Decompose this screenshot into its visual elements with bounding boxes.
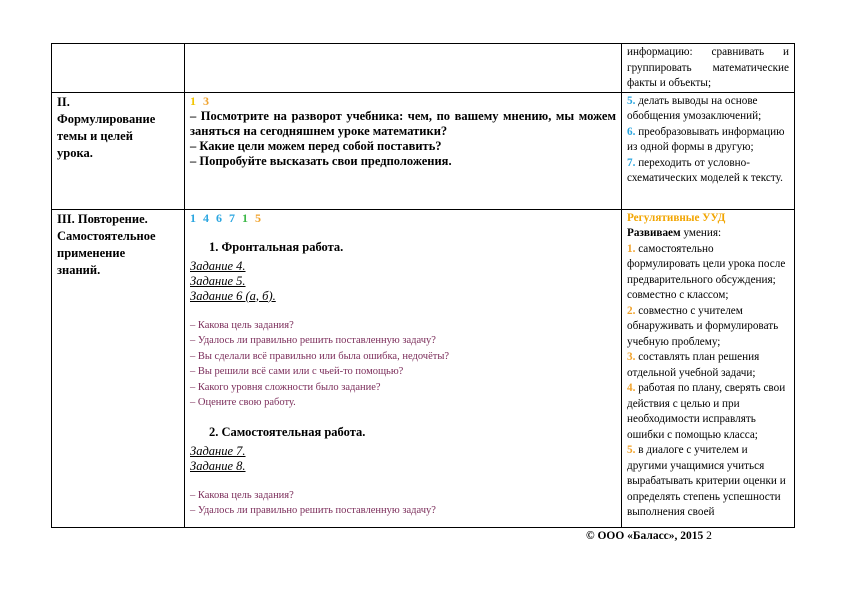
skill-item <box>627 443 789 521</box>
teacher-question: – Какие цели можем перед собой поставить? <box>190 138 442 153</box>
material-number: 1 <box>242 210 248 225</box>
stage-line: II. <box>57 94 70 109</box>
activity-cell <box>185 44 622 93</box>
teacher-question: – Посмотрите на разворот учебника: чем, по вашему мнению, мы можем заняться на сегодняшнем уроке математики? <box>190 108 616 138</box>
material-number: 3 <box>203 93 209 108</box>
skill-item <box>627 350 789 381</box>
skills-intro-rest: умения: <box>680 227 722 239</box>
table-row <box>52 92 795 209</box>
table-row <box>52 209 795 527</box>
stage-line: применение <box>57 245 126 260</box>
copyright-text: © ООО «Баласс», 2015 <box>586 530 704 542</box>
skill-number: 2. <box>627 304 636 317</box>
skill-text: совместно с классом; <box>627 289 729 301</box>
skill-item <box>627 381 789 443</box>
activity-cell <box>185 209 622 527</box>
reflection-question: – Вы решили всё сами или с чьей-то помощью? <box>190 366 404 377</box>
stage-cell <box>52 44 185 93</box>
task-link[interactable]: Задание 5. <box>190 273 246 288</box>
skill-text: самостоятельно формулировать цели урока после предварительного обсуждения; <box>627 242 786 286</box>
material-number: 4 <box>203 210 209 225</box>
stage-line: Самостоятельное <box>57 228 156 243</box>
uud-title: Регулятивные УУД <box>627 211 726 224</box>
stage-line: Формулирование <box>57 111 156 126</box>
stage-cell <box>52 209 185 527</box>
reflection-question: – Оцените свою работу. <box>190 397 296 408</box>
reflection-question: – Удалось ли правильно решить поставленную задачу? <box>190 505 436 516</box>
lesson-plan-table <box>51 43 795 528</box>
skill-text: составлять план решения отдельной учебной задачи; <box>627 351 760 379</box>
reflection-question: – Вы сделали всё правильно или была ошибка, недочёты? <box>190 350 450 362</box>
teacher-question: – Попробуйте высказать свои предположения. <box>190 153 452 168</box>
stage-line: знаний. <box>57 262 101 277</box>
skill-number: 5. <box>627 444 636 456</box>
skill-number: 6. <box>627 125 636 138</box>
skill-text: совместно с учителем обнаруживать и формулировать учебную проблему; <box>627 304 779 348</box>
stage-line: урока. <box>57 145 93 160</box>
skills-cell <box>622 92 795 209</box>
skill-text: работая по плану, сверять свои действия с целью и при необходимости исправлять ошибки с помощью класса; <box>627 382 786 441</box>
section-title: 1. Фронтальная работа. <box>209 239 344 254</box>
activity-cell <box>185 92 622 209</box>
reflection-question: – Какова цель задания? <box>190 319 294 331</box>
page-footer <box>586 530 712 542</box>
material-numbers <box>190 211 616 226</box>
task-link[interactable]: Задание 6 (а, б). <box>190 288 276 303</box>
material-number: 6 <box>216 210 222 225</box>
skills-cell <box>622 44 795 93</box>
table-row <box>52 44 795 93</box>
skill-text: в диалоге с учителем и другими учащимися учиться вырабатывать критерии оценки и определять степень успешности выполнения своей <box>627 444 786 518</box>
reflection-question: – Удалось ли правильно решить поставленную задачу? <box>190 335 436 346</box>
skills-intro <box>627 226 789 242</box>
skill-text: преобразовывать информацию из одной формы в другую; <box>627 125 785 153</box>
skill-item <box>627 304 789 351</box>
material-number: 5 <box>255 210 261 225</box>
spacer <box>190 304 616 318</box>
material-number: 7 <box>229 210 235 225</box>
skill-number: 4. <box>627 382 636 394</box>
section-title: 2. Самостоятельная работа. <box>209 424 366 439</box>
skill-item: информацию: сравнивать и группировать математические факты и объекты; <box>627 46 789 89</box>
skill-text: делать выводы на основе обобщения умозаключений; <box>627 94 762 122</box>
stage-line: III. Повторение. <box>57 211 148 226</box>
stage-cell <box>52 92 185 209</box>
skill-item <box>627 242 789 289</box>
reflection-question: – Какова цель задания? <box>190 489 294 501</box>
skill-item <box>627 288 789 304</box>
stage-line: темы и целей <box>57 128 133 143</box>
material-number: 1 <box>190 210 196 225</box>
skill-number: 5. <box>627 94 636 107</box>
spacer <box>190 474 616 488</box>
skills-intro-bold: Развиваем <box>627 227 681 239</box>
reflection-question: – Какого уровня сложности было задание? <box>190 381 381 393</box>
task-link[interactable]: Задание 8. <box>190 458 246 473</box>
skill-text: переходить от условно-схематических моделей к тексту. <box>627 156 783 184</box>
material-number: 1 <box>190 93 196 108</box>
skill-item <box>627 156 789 187</box>
skill-number: 1. <box>627 242 636 255</box>
page-number: 2 <box>706 530 712 542</box>
task-link[interactable]: Задание 4. <box>190 258 246 273</box>
skill-item <box>627 94 789 125</box>
skills-cell <box>622 209 795 527</box>
skill-number: 7. <box>627 156 636 169</box>
task-link[interactable]: Задание 7. <box>190 443 246 458</box>
skill-number: 3. <box>627 351 636 363</box>
material-numbers <box>190 94 616 109</box>
skill-item <box>627 125 789 156</box>
